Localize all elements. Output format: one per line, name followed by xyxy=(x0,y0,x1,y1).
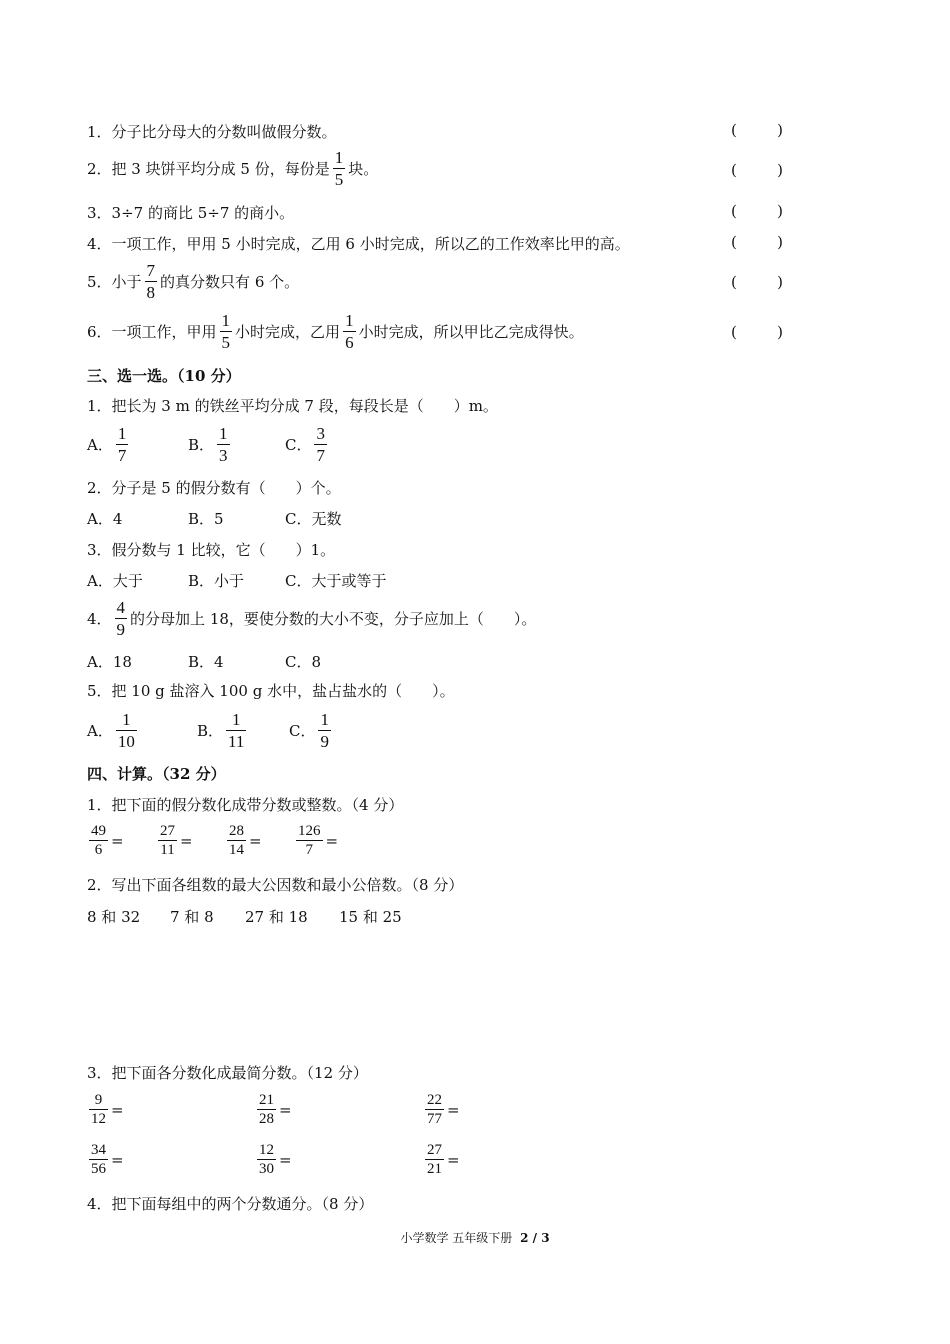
page-number: 2 / 3 xyxy=(520,1231,550,1245)
judge-item-6-pre: 6．一项工作，甲用 xyxy=(87,323,217,341)
s4-q3-item-5: $\frac{12}{30}$ = xyxy=(259,1142,292,1177)
fraction: $\frac{1}{5}$ xyxy=(334,148,344,189)
s3-q1-option-b[interactable]: B． $\frac{1}{3}$ xyxy=(188,424,228,465)
judge-item-1 xyxy=(87,121,337,142)
fraction: $\frac{1}{3}$ xyxy=(219,424,228,465)
judge-item-3-answer-paren[interactable]: ( ) xyxy=(731,202,783,220)
fraction: $\frac{3}{7}$ xyxy=(316,424,325,465)
fraction: $\frac{1}{11}$ xyxy=(228,710,245,751)
s3-q5-option-b[interactable]: B． $\frac{1}{11}$ xyxy=(197,710,245,751)
judge-item-4-answer-paren[interactable]: ( ) xyxy=(731,233,783,251)
s3-q2-option-a[interactable]: A．4 xyxy=(87,510,123,528)
fraction: $\frac{49}{6}$ xyxy=(91,823,106,858)
fraction: $\frac{1}{10}$ xyxy=(117,710,135,751)
judge-item-1-text: 1．分子比分母大的分数叫做假分数。 xyxy=(87,123,337,141)
s3-q5-option-c[interactable]: C． $\frac{1}{9}$ xyxy=(289,710,329,751)
fraction: $\frac{22}{77}$ xyxy=(427,1092,442,1127)
judge-item-2-pre: 2．把 3 块饼平均分成 5 份，每份是 xyxy=(87,160,330,178)
fraction: $\frac{27}{11}$ xyxy=(160,823,175,858)
s3-q3-option-b[interactable]: B．小于 xyxy=(188,572,245,590)
s4-q1-text: 1．把下面的假分数化成带分数或整数。（4 分） xyxy=(87,796,404,814)
s4-q3-item-1: $\frac{9}{12}$ = xyxy=(91,1092,124,1127)
s3-q1-option-c[interactable]: C． $\frac{3}{7}$ xyxy=(285,424,325,465)
judge-item-2-post: 块。 xyxy=(348,160,379,178)
s3-q3-text: 3．假分数与 1 比较，它（ ）1。 xyxy=(87,541,336,559)
s3-q1-option-a[interactable]: A． $\frac{1}{7}$ xyxy=(87,424,127,465)
section3-heading: 三、选一选。（10 分） xyxy=(87,367,241,385)
section4-heading: 四、计算。（32 分） xyxy=(87,765,226,783)
fraction: $\frac{21}{28}$ xyxy=(259,1092,274,1127)
fraction: $\frac{1}{5}$ xyxy=(221,311,231,352)
s3-q3-option-a[interactable]: A．大于 xyxy=(87,572,143,590)
s4-q3-text: 3．把下面各分数化成最简分数。（12 分） xyxy=(87,1064,368,1082)
fraction: $\frac{126}{7}$ xyxy=(298,823,321,858)
fraction: $\frac{4}{9}$ xyxy=(116,598,126,639)
s4-q2-item-1: 8 和 32 xyxy=(87,908,141,926)
fraction: $\frac{34}{56}$ xyxy=(91,1142,106,1177)
s3-q5-option-a[interactable]: A． $\frac{1}{10}$ xyxy=(87,710,135,751)
judge-item-4 xyxy=(87,233,630,254)
s4-q1-item-3: $\frac{28}{14}$ = xyxy=(229,823,262,858)
s4-q1-item-1: $\frac{49}{6}$ = xyxy=(91,823,124,858)
fraction: $\frac{12}{30}$ xyxy=(259,1142,274,1177)
s3-q4-option-c[interactable]: C．8 xyxy=(285,653,322,671)
s3-q2-text: 2．分子是 5 的假分数有（ ）个。 xyxy=(87,479,341,497)
s4-q2-item-3: 27 和 18 xyxy=(245,908,308,926)
judge-item-5 xyxy=(87,260,299,303)
s4-q1-item-4: $\frac{126}{7}$ = xyxy=(298,823,339,858)
s3-q4-option-a[interactable]: A．18 xyxy=(87,653,132,671)
s4-q3-item-2: $\frac{21}{28}$ = xyxy=(259,1092,292,1127)
s4-q3-item-4: $\frac{34}{56}$ = xyxy=(91,1142,124,1177)
s3-q4-option-b[interactable]: B．4 xyxy=(188,653,224,671)
judge-item-5-answer-paren[interactable]: ( ) xyxy=(731,273,783,291)
judge-item-6-post: 小时完成，所以甲比乙完成得快。 xyxy=(358,323,584,341)
fraction: $\frac{9}{12}$ xyxy=(91,1092,106,1127)
fraction: $\frac{1}{7}$ xyxy=(117,424,127,465)
fraction: $\frac{7}{8}$ xyxy=(146,261,156,302)
judge-item-3 xyxy=(87,202,294,223)
judge-item-6-mid: 小时完成，乙用 xyxy=(235,323,341,341)
fraction: $\frac{1}{6}$ xyxy=(345,311,354,352)
s4-q4-text: 4．把下面每组中的两个分数通分。（8 分） xyxy=(87,1195,374,1213)
judge-item-6 xyxy=(87,310,584,353)
s3-q5-text: 5．把 10 g 盐溶入 100 g 水中，盐占盐水的（ ）。 xyxy=(87,682,455,700)
s3-q2-option-c[interactable]: C．无数 xyxy=(285,510,342,528)
page-footer xyxy=(0,1229,950,1246)
s4-q2-item-4: 15 和 25 xyxy=(339,908,402,926)
fraction: $\frac{1}{9}$ xyxy=(320,710,329,751)
judge-item-4-text: 4．一项工作，甲用 5 小时完成，乙用 6 小时完成，所以乙的工作效率比甲的高。 xyxy=(87,235,630,253)
s4-q3-item-6: $\frac{27}{21}$ = xyxy=(427,1142,460,1177)
s3-q2-option-b[interactable]: B．5 xyxy=(188,510,224,528)
fraction: $\frac{27}{21}$ xyxy=(427,1142,442,1177)
s4-q2-item-2: 7 和 8 xyxy=(170,908,214,926)
judge-item-1-answer-paren[interactable]: ( ) xyxy=(731,121,783,139)
judge-item-2-answer-paren[interactable]: ( ) xyxy=(731,161,783,179)
judge-item-3-text: 3．3÷7 的商比 5÷7 的商小。 xyxy=(87,204,295,222)
s4-q1-item-2: $\frac{27}{11}$ = xyxy=(160,823,193,858)
judge-item-6-answer-paren[interactable]: ( ) xyxy=(731,323,783,341)
s4-q3-item-3: $\frac{22}{77}$ = xyxy=(427,1092,460,1127)
fraction: $\frac{28}{14}$ xyxy=(229,823,244,858)
s3-q1-text: 1．把长为 3 m 的铁丝平均分成 7 段，每段长是（ ）m。 xyxy=(87,397,498,415)
footer-subject: 小学数学 五年级下册 xyxy=(400,1231,513,1245)
judge-item-5-post: 的真分数只有 6 个。 xyxy=(160,273,300,291)
judge-item-2 xyxy=(87,147,378,190)
judge-item-5-pre: 5．小于 xyxy=(87,273,142,291)
s3-q4: 4． $\frac{4}{9}$ 的分母加上 18，要使分数的大小不变，分子应加上（ ）。 xyxy=(87,598,537,639)
s3-q3-option-c[interactable]: C．大于或等于 xyxy=(285,572,387,590)
s4-q2-text: 2．写出下面各组数的最大公因数和最小公倍数。（8 分） xyxy=(87,876,464,894)
